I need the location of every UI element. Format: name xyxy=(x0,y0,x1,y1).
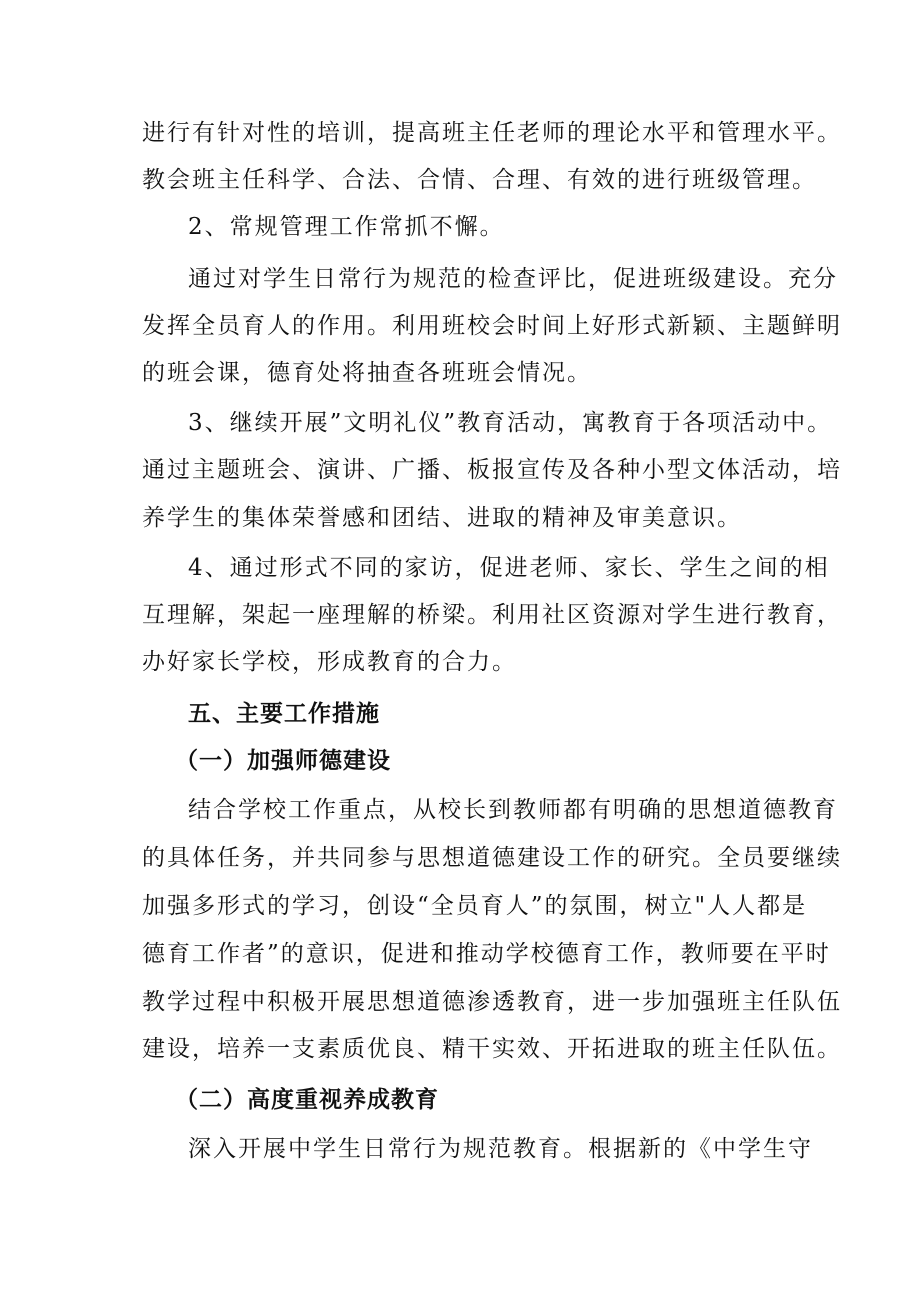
list-item-heading: 2、常规管理工作常抓不懈。 xyxy=(188,214,505,240)
list-item-heading: 4、通过形式不同的家访，促进老师、家长、学生之间的相 xyxy=(188,555,830,581)
section-heading: 五、主要工作措施 xyxy=(188,700,380,727)
subsection-heading: （二）高度重视养成教育 xyxy=(175,1086,439,1113)
body-text-line: 的具体任务，并共同参与思想道德建设工作的研究。全员要继续 xyxy=(142,845,842,871)
body-text-line: 教学过程中积极开展思想道德渗透教育，进一步加强班主任队伍 xyxy=(142,989,842,1015)
body-text-line: 的班会课，德育处将抽查各班班会情况。 xyxy=(142,360,592,386)
body-text-line: 通过对学生日常行为规范的检查评比，促进班级建设。充分 xyxy=(188,266,838,292)
body-text-line: 加强多形式的学习，创设“全员育人”的氛围，树立"人人都是 xyxy=(142,893,808,919)
body-text-line: 结合学校工作重点，从校长到教师都有明确的思想道德教育 xyxy=(188,797,838,823)
body-text-line: 深入开展中学生日常行为规范教育。根据新的《中学生守 xyxy=(188,1136,813,1162)
body-text-line: 通过主题班会、演讲、广播、板报宣传及各种小型文体活动，培 xyxy=(142,457,842,483)
body-text-line: 养学生的集体荣誉感和团结、进取的精神及审美意识。 xyxy=(142,505,742,531)
body-text-line: 办好家长学校，形成教育的合力。 xyxy=(142,649,517,675)
body-text-line: 德育工作者”的意识，促进和推动学校德育工作，教师要在平时 xyxy=(142,941,831,967)
list-item-heading: 3、继续开展”文明礼仪”教育活动，寓教育于各项活动中。 xyxy=(188,410,833,436)
subsection-heading: （一）加强师德建设 xyxy=(175,747,391,774)
body-text-line: 进行有针对性的培训，提高班主任老师的理论水平和管理水平。 xyxy=(142,120,842,146)
body-text-line: 教会班主任科学、合法、合情、合理、有效的进行班级管理。 xyxy=(142,167,817,193)
body-text-line: 发挥全员育人的作用。利用班校会时间上好形式新颖、主题鲜明 xyxy=(142,313,842,339)
body-text-line: 互理解，架起一座理解的桥梁。利用社区资源对学生进行教育， xyxy=(142,602,842,628)
body-text-line: 建设，培养一支素质优良、精干实效、开拓进取的班主任队伍。 xyxy=(142,1036,842,1062)
